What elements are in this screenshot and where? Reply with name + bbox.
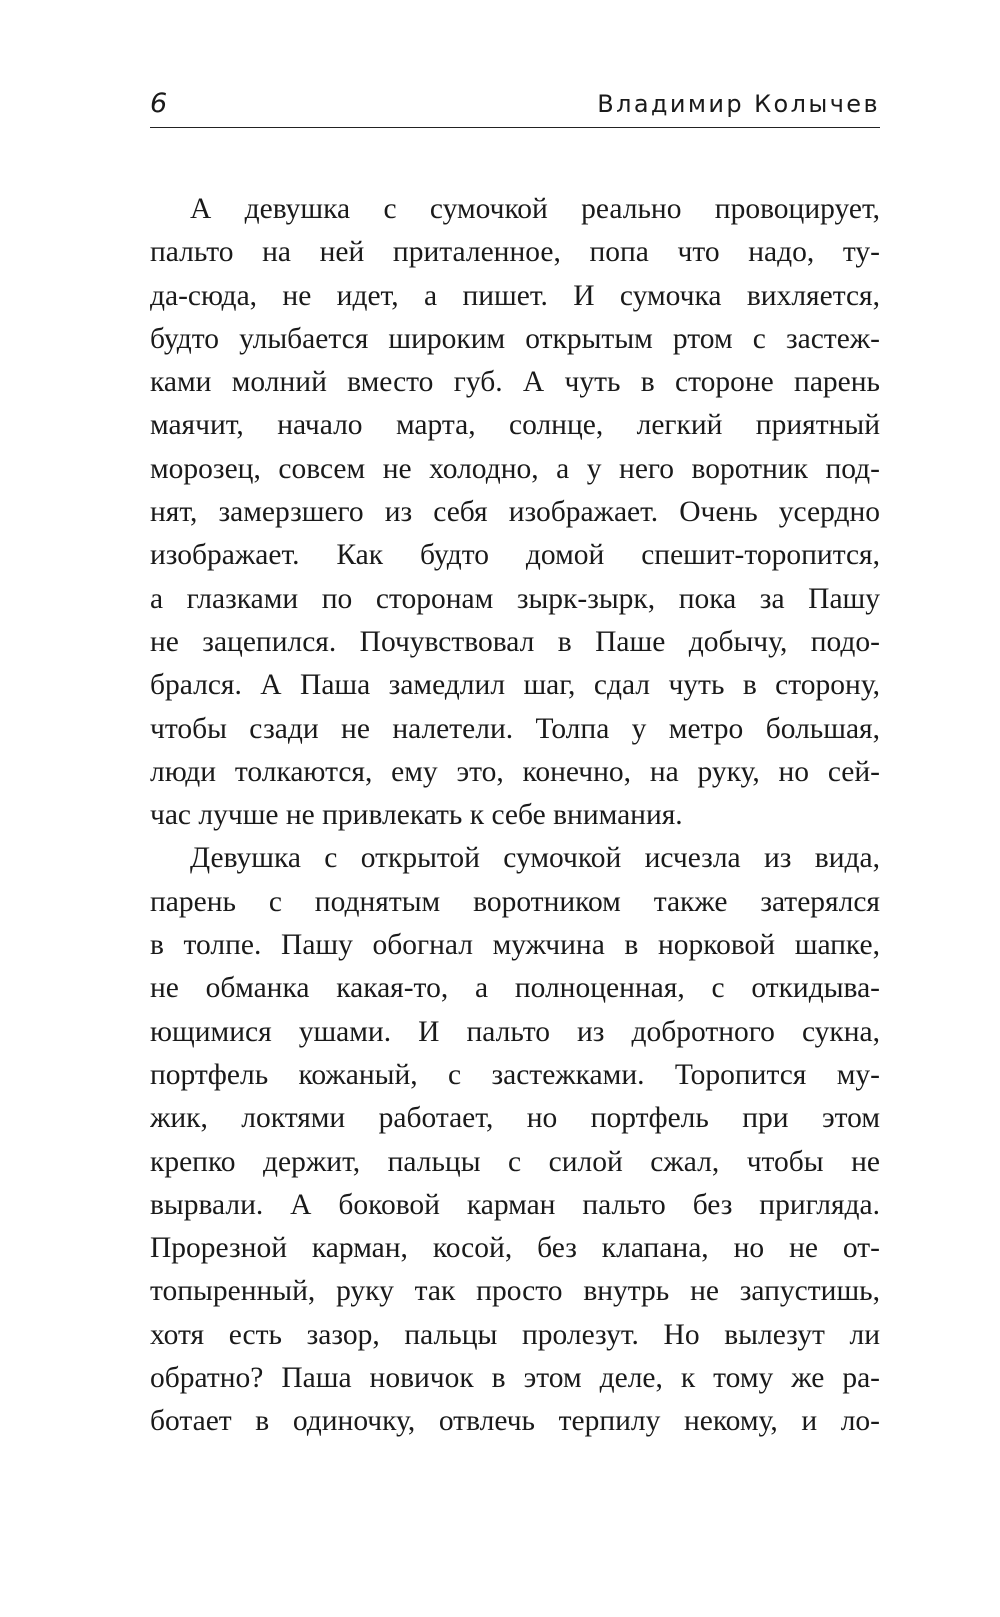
text-line: люди толкаются, ему это, конечно, на руку, но сей-: [150, 755, 880, 788]
text-line: ющимися ушами. И пальто из добротного сукна,: [150, 1015, 880, 1048]
text-line: жик, локтями работает, но портфель при этом: [150, 1102, 880, 1135]
paragraph-1: [150, 188, 880, 837]
text-line: не зацепился. Почувствовал в Паше добычу, подо-: [150, 625, 880, 658]
text-line: вырвали. А боковой карман пальто без пригляда.: [150, 1188, 880, 1221]
text-line: топыренный, руку так просто внутрь не запустишь,: [150, 1275, 880, 1308]
page-number: 6: [150, 88, 168, 119]
text-line: обратно? Паша новичок в этом деле, к тому же ра-: [150, 1362, 880, 1395]
text-line: в толпе. Пашу обогнал мужчина в норковой шапке,: [150, 929, 880, 962]
text-line: маячит, начало марта, солнце, легкий приятный: [150, 409, 880, 442]
text-line: А девушка с сумочкой реально провоцирует,: [190, 193, 880, 225]
text-line: ботает в одиночку, отвлечь терпилу некому, и ло-: [150, 1405, 880, 1438]
text-line: изображает. Как будто домой спешит-торопится,: [150, 539, 880, 572]
text-line: Девушка с открытой сумочкой исчезла из вида,: [190, 842, 880, 875]
text-line: морозец, совсем не холодно, а у него воротник под-: [150, 452, 880, 485]
text-line: чтобы сзади не налетели. Толпа у метро большая,: [150, 712, 880, 745]
text-line: ками молний вместо губ. А чуть в стороне парень: [150, 366, 880, 399]
author-name: Владимир Колычев: [597, 90, 880, 118]
text-line: нят, замерзшего из себя изображает. Очень усердно: [150, 496, 880, 529]
text-line: будто улыбается широким открытым ртом с застеж-: [150, 322, 880, 355]
text-line: брался. А Паша замедлил шаг, сдал чуть в сторону,: [150, 669, 880, 702]
paragraph-2: [150, 837, 880, 1443]
text-line: Прорезной карман, косой, без клапана, но не от-: [150, 1232, 880, 1265]
text-line: крепко держит, пальцы с силой сжал, чтобы не: [150, 1145, 880, 1178]
running-head: [150, 84, 880, 128]
text-line: а глазками по сторонам зырк-зырк, пока за Пашу: [150, 582, 880, 615]
text-line: пальто на ней приталенное, попа что надо, ту-: [150, 236, 880, 269]
text-line: не обманка какая-то, а полноценная, с откидыва-: [150, 972, 880, 1005]
header-rule: [150, 127, 880, 128]
body-text: [150, 188, 880, 1444]
text-line: хотя есть зазор, пальцы пролезут. Но вылезут ли: [150, 1318, 880, 1351]
text-line: да-сюда, не идет, а пишет. И сумочка вихляется,: [150, 279, 880, 312]
text-line: парень с поднятым воротником также затерялся: [150, 885, 880, 918]
text-line: час лучше не привлекать к себе внимания.: [150, 799, 683, 832]
text-line: портфель кожаный, с застежками. Торопится му-: [150, 1058, 880, 1091]
